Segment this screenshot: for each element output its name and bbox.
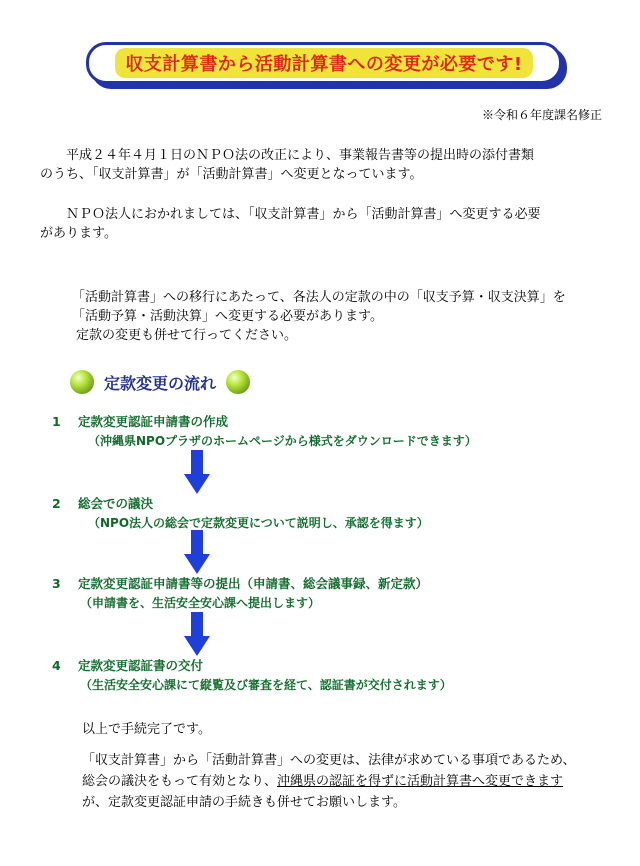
down-arrow-icon <box>184 530 210 574</box>
final-line <box>82 771 575 792</box>
paragraph-npo-requirement <box>40 205 541 243</box>
final-line-underlined: 沖縄県の認証を得ずに活動計算書へ変更できます <box>277 774 564 789</box>
final-line-plain: 総会の議決をもって有効となり、 <box>82 774 278 789</box>
step-label: 定款変更認証申請書等の提出（申請書、総会議事録、新定款） <box>78 576 429 591</box>
step-description: （NPO法人の総会で定款変更について説明し、承認を得ます） <box>88 516 429 530</box>
page-title: 収支計算書から活動計算書への変更が必要です! <box>115 48 532 78</box>
paragraph-transition <box>72 288 566 345</box>
final-line: 「収支計算書」から「活動計算書」への変更は、法律が求めている事項であるため、 <box>82 753 576 768</box>
step-number: 4 <box>52 658 61 673</box>
flow-step-3 <box>52 574 428 592</box>
step-label: 定款変更認証申請書の作成 <box>78 414 229 429</box>
green-ball-icon <box>70 370 94 394</box>
completion-text: 以上で手続完了です。 <box>82 722 211 737</box>
flow-title: 定款変更の流れ <box>104 373 217 393</box>
step-number: 2 <box>52 496 61 511</box>
paragraph-line: 「活動予算・活動決算」へ変更する必要があります。 <box>72 309 383 324</box>
title-banner <box>86 42 562 84</box>
flow-step-4 <box>52 656 203 674</box>
step-description: （申請書を、生活安全安心課へ提出します） <box>80 596 321 610</box>
step-number: 3 <box>52 576 61 591</box>
paragraph-line: 定款の変更も併せて行ってください。 <box>76 328 298 343</box>
flow-heading <box>70 368 250 396</box>
flow-step-1 <box>52 412 228 430</box>
step-number: 1 <box>52 414 61 429</box>
step-description: （生活安全安心課にて縦覧及び審査を経て、認証書が交付されます） <box>80 678 452 692</box>
paragraph-line: のうち、「収支計算書」が「活動計算書」へ変更となっています。 <box>40 167 423 182</box>
paragraph-line: があります。 <box>40 226 117 241</box>
revision-note: ※令和６年度課名修正 <box>481 108 602 122</box>
final-line: が、定款変更認証申請の手続きも併せてお願いします。 <box>82 795 406 810</box>
green-ball-icon <box>226 370 250 394</box>
paragraph-line: 「活動計算書」への移行にあたって、各法人の定款の中の「収支予算・収支決算」を <box>72 290 566 305</box>
step-label: 定款変更認証書の交付 <box>78 658 204 673</box>
step-description: （沖縄県NPOプラザのホームページから様式をダウンロードできます） <box>88 434 477 448</box>
down-arrow-icon <box>184 450 210 494</box>
paragraph-line: 平成２４年４月１日のＮＰＯ法の改正により、事業報告書等の提出時の添付書類 <box>66 148 535 163</box>
step-label: 総会での議決 <box>78 496 154 511</box>
paragraph-line: ＮＰＯ法人におかれましては、「収支計算書」から「活動計算書」へ変更する必要 <box>66 207 541 222</box>
final-note <box>82 750 575 813</box>
paragraph-law-change <box>40 146 534 184</box>
flow-step-2 <box>52 494 153 512</box>
down-arrow-icon <box>184 612 210 656</box>
